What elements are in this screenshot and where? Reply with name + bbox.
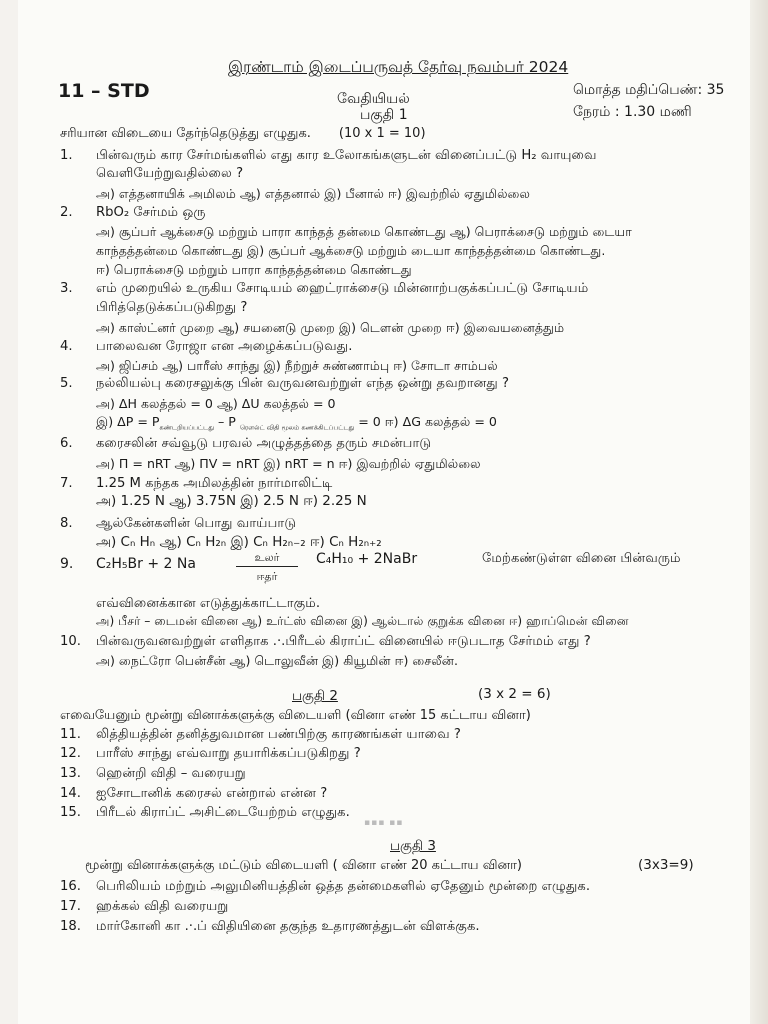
page-edge	[750, 0, 768, 1024]
class-label: 11 – STD	[58, 80, 150, 102]
question-14: 14. ஐசோடானிக் கரைசல் என்றால் என்ன ?	[60, 786, 328, 801]
question-2-option-b: காந்தத்தன்மை கொண்டது இ) சூப்பர் ஆக்சைடு மற்றும் டையா காந்தத்தன்மை கொண்டது.	[96, 243, 606, 258]
section3-heading: பகுதி 3	[390, 838, 436, 854]
reaction-arrow	[236, 566, 298, 567]
question-4-options: அ) ஜிப்சம் ஆ) பாரீஸ் சாந்து இ) நீற்றுச் சுண்ணாம்பு ஈ) சோடா சாம்பல்	[96, 358, 498, 373]
question-9-text: மேற்கண்டுள்ள வினை பின்வரும்	[482, 551, 681, 566]
ink-smudge: ▪▪▪ ▪▪	[364, 818, 404, 828]
question-2: 2. RbO₂ சேர்மம் ஒரு	[60, 205, 206, 220]
question-9-line2: எவ்வினைக்கான எடுத்துக்காட்டாகும்.	[96, 596, 321, 611]
section2-instruction: எவையேனும் மூன்று வினாக்களுக்கு விடையளி (வினா எண் 15 கட்டாய வினா)	[60, 708, 531, 723]
question-1-options: அ) எத்தனாயிக் அமிலம் ஆ) எத்தனால் இ) பீனால் ஈ) இவற்றில் ஏதுமில்லை	[96, 186, 530, 201]
question-13: 13. ஹென்றி விதி – வரையறு	[60, 766, 246, 781]
question-7-options: அ) 1.25 N ஆ) 3.75N இ) 2.5 N ஈ) 2.25 N	[96, 493, 367, 509]
question-7: 7. 1.25 M கந்தக அமிலத்தின் நார்மாலிட்டி	[60, 476, 333, 491]
question-1: 1. பின்வரும் கார சேர்மங்களில் எது கார உலோகங்களுடன் வினைப்பட்டு H₂ வாயுவை	[60, 148, 597, 163]
question-10: 10. பின்வருவனவற்றுள் எளிதாக .·.பிரீடல் கிராப்ட் வினையில் ஈடுபடாத சேர்மம் எது ?	[60, 634, 591, 649]
section2-heading: பகுதி 2	[292, 688, 338, 704]
exam-title: இரண்டாம் இடைப்பருவத் தேர்வு நவம்பர் 2024	[228, 58, 569, 76]
reaction-condition-bottom: ஈதர்	[256, 570, 278, 583]
question-18: 18. மார்கோனி கா .·.ப் விதியினை தகுந்த உதாரணத்துடன் விளக்குக.	[60, 919, 480, 934]
question-6-options: அ) Π = nRT ஆ) ΠV = nRT இ) nRT = n ஈ) இவற்றில் ஏதுமில்லை	[96, 456, 481, 471]
part-one-label: பகுதி 1	[360, 107, 408, 123]
total-marks: மொத்த மதிப்பெண்: 35	[573, 82, 725, 98]
question-4: 4. பாலைவன ரோஜா என அழைக்கப்படுவது.	[60, 339, 353, 354]
question-3-line2: பிரித்தெடுக்கப்படுகிறது ?	[96, 300, 248, 315]
question-9-options: அ) பீசர் – டைமன் வினை ஆ) உர்ட்ஸ் வினை இ) ஆல்டால் குறுக்க வினை ஈ) ஹாப்மென் வினை	[96, 614, 629, 628]
section3-instruction: மூன்று வினாக்களுக்கு மட்டும் விடையளி ( வினா எண் 20 கட்டாய வினா)	[85, 858, 522, 873]
question-16: 16. பெரிலியம் மற்றும் அலுமினியத்தின் ஒத்த தன்மைகளில் ஏதேனும் மூன்றை எழுதுக.	[60, 879, 591, 894]
question-9: 9. C₂H₅Br + 2 Na	[60, 556, 196, 572]
question-1-line2: வெளியேற்றுவதில்லை ?	[96, 166, 244, 181]
question-5-options-cd: இ) $\Delta P = P_{கண்டறியப்பட்டது} - P$ $_{ரௌல்ட் விதி மூலம் கணக்கிடப்பட்டது}$ = 0 ஈ) ΔG கலத்தல் = 0	[96, 414, 497, 432]
question-10-options: அ) நைட்ரோ பென்சீன் ஆ) டொலுவீன் இ) கியூமின் ஈ) சைலீன்.	[96, 653, 458, 668]
question-15: 15. பிரீடல் கிராப்ட் அசிட்டையேற்றம் எழுதுக.	[60, 805, 350, 820]
exam-time: நேரம் : 1.30 மணி	[573, 104, 692, 120]
question-6: 6. கரைசலின் சவ்வூடு பரவல் அழுத்தத்தை தரும் சமன்பாடு	[60, 436, 432, 451]
question-5: 5. நல்லியல்பு கரைசலுக்கு பின் வருவனவற்றுள் எந்த ஒன்று தவறானது ?	[60, 376, 510, 391]
question-2-option-c: ஈ) பெராக்சைடு மற்றும் பாரா காந்தத்தன்மை கொண்டது	[96, 262, 412, 277]
question-9-product: C₄H₁₀ + 2NaBr	[316, 551, 418, 567]
section1-score: (10 x 1 = 10)	[338, 126, 426, 141]
section1-instruction: சரியான விடையை தேர்ந்தெடுத்து எழுதுக. (10 x 1 = 10)	[60, 126, 426, 141]
question-3: 3. எம் முறையில் உருகிய சோடியம் ஹைட்ராக்சைடு மின்னாற்பகுக்கப்பட்டு சோடியம்	[60, 281, 589, 296]
question-17: 17. ஹக்கல் விதி வரையறு	[60, 899, 229, 914]
question-12: 12. பாரீஸ் சாந்து எவ்வாறு தயாரிக்கப்படுகிறது ?	[60, 746, 361, 761]
question-8-options: அ) Cₙ Hₙ ஆ) Cₙ H₂ₙ இ) Cₙ H₂ₙ₋₂ ஈ) Cₙ H₂ₙ₊₂	[96, 534, 382, 550]
section2-score: (3 x 2 = 6)	[478, 686, 551, 702]
question-2-option-a: அ) சூப்பர் ஆக்சைடு மற்றும் பாரா காந்தத் தன்மை கொண்டது ஆ) பெராக்சைடு மற்றும் டையா	[96, 224, 632, 239]
section3-score: (3x3=9)	[638, 857, 694, 873]
subject-label: வேதியியல்	[337, 91, 410, 107]
question-5-options-ab: அ) ΔH கலத்தல் = 0 ஆ) ΔU கலத்தல் = 0	[96, 396, 336, 411]
reaction-condition-top: உலர்	[254, 551, 280, 564]
question-8: 8. ஆல்கேன்களின் பொது வாய்பாடு	[60, 516, 297, 531]
question-11: 11. லித்தியத்தின் தனித்துவமான பண்பிற்கு காரணங்கள் யாவை ?	[60, 727, 461, 742]
question-3-options: அ) காஸ்ட்னர் முறை ஆ) சயனைடு முறை இ) டௌன் முறை ஈ) இவையனைத்தும்	[96, 320, 565, 335]
